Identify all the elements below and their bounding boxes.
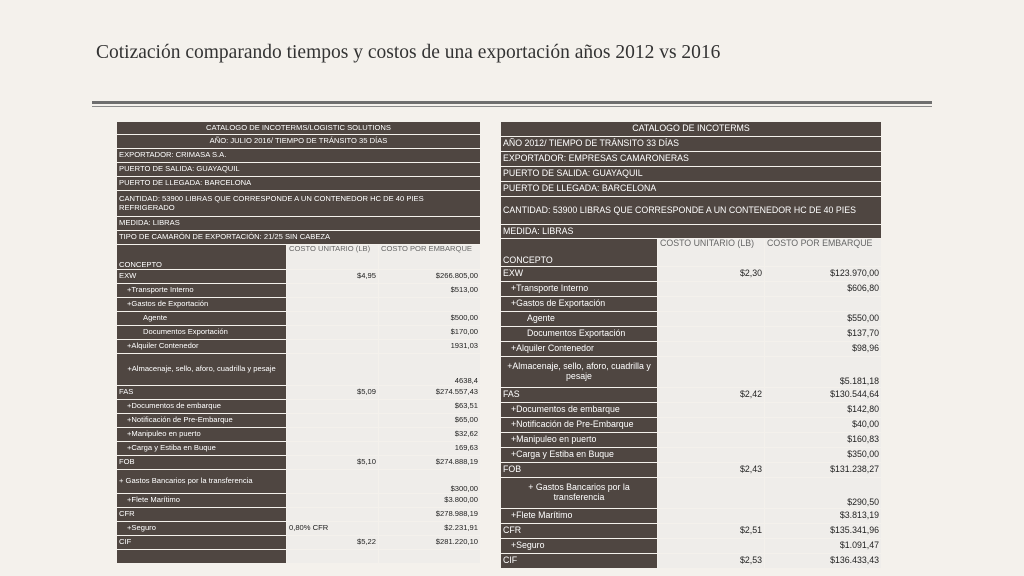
total-cell: $98,96	[765, 342, 882, 357]
unit-cell: $5,22	[287, 536, 379, 550]
concept-cell: +Gastos de Exportación	[117, 298, 287, 312]
total-cell: $160,83	[765, 433, 882, 448]
concept-cell: +Almacenaje, sello, aforo, cuadrilla y pesaje	[117, 354, 287, 386]
page-title: Cotización comparando tiempos y costos de una exportación años 2012 vs 2016	[96, 42, 721, 63]
col-concept: CONCEPTO	[117, 245, 287, 270]
unit-cell: $5,10	[287, 456, 379, 470]
table-row	[501, 312, 882, 327]
col-shipment-cost: COSTO POR EMBARQUE	[379, 245, 481, 270]
total-cell: $135.341,96	[765, 524, 882, 539]
concept-cell: +Seguro	[117, 522, 287, 536]
total-cell: $170,00	[379, 326, 481, 340]
concept-cell: +Documentos de embarque	[501, 403, 658, 418]
table-row	[117, 456, 481, 470]
unit-cell: $2,53	[658, 554, 765, 569]
concept-cell: FAS	[501, 388, 658, 403]
year-row: AÑO 2012/ TIEMPO DE TRÁNSITO 33 DÍAS	[501, 137, 882, 152]
unit-cell	[658, 342, 765, 357]
concept-cell: +Flete Marítimo	[117, 494, 287, 508]
unit-cell	[287, 428, 379, 442]
total-cell: $274.888,19	[379, 456, 481, 470]
exporter-row: EXPORTADOR: CRIMASA S.A.	[117, 149, 481, 163]
total-cell: $350,00	[765, 448, 882, 463]
concept-cell: + Gastos Bancarios por la transferencia	[117, 470, 287, 494]
unit-cell	[287, 284, 379, 298]
total-cell: $63,51	[379, 400, 481, 414]
table-row	[501, 327, 882, 342]
table-row	[501, 448, 882, 463]
concept-cell: FOB	[501, 463, 658, 478]
unit-cell	[287, 470, 379, 494]
unit-cell	[287, 340, 379, 354]
total-cell: $131.238,27	[765, 463, 882, 478]
unit-cell	[658, 282, 765, 297]
table-row	[117, 428, 481, 442]
concept-cell: Documentos Exportación	[117, 326, 287, 340]
col-unit-cost: COSTO UNITARIO (LB)	[287, 245, 379, 270]
table-row	[501, 554, 882, 569]
table-row	[501, 478, 882, 509]
total-cell: $123.970,00	[765, 267, 882, 282]
unit-cell: $5,09	[287, 386, 379, 400]
unit-cell: $2,42	[658, 388, 765, 403]
concept-cell: +Carga y Estiba en Buque	[117, 442, 287, 456]
quantity-row: CANTIDAD: 53900 LIBRAS QUE CORRESPONDE A UN CONTENEDOR HC DE 40 PIES REFRIGERADO	[117, 191, 481, 217]
table-row	[117, 312, 481, 326]
concept-cell: +Alquiler Contenedor	[501, 342, 658, 357]
header-row	[501, 239, 882, 267]
col-concept: CONCEPTO	[501, 239, 658, 267]
concept-cell: +Seguro	[501, 539, 658, 554]
total-cell: $40,00	[765, 418, 882, 433]
total-cell: $1.091,47	[765, 539, 882, 554]
table-row	[501, 418, 882, 433]
table-row	[501, 524, 882, 539]
total-cell: $300,00	[379, 470, 481, 494]
unit-cell	[658, 509, 765, 524]
concept-cell: +Transporte Interno	[117, 284, 287, 298]
concept-cell: CIF	[117, 536, 287, 550]
col-shipment-cost: COSTO POR EMBARQUE	[765, 239, 882, 267]
table-row	[501, 357, 882, 388]
unit-cell	[287, 442, 379, 456]
quote-table-2012	[500, 121, 882, 569]
table-row	[501, 267, 882, 282]
unit-cell	[658, 433, 765, 448]
concept-cell: FOB	[117, 456, 287, 470]
table-row	[117, 400, 481, 414]
concept-cell: +Manipuleo en puerto	[501, 433, 658, 448]
concept-cell: Documentos Exportación	[501, 327, 658, 342]
departure-port-row: PUERTO DE SALIDA: GUAYAQUIL	[117, 163, 481, 177]
unit-cell	[287, 494, 379, 508]
concept-cell: +Transporte Interno	[501, 282, 658, 297]
concept-cell: +Documentos de embarque	[117, 400, 287, 414]
total-cell: $274.557,43	[379, 386, 481, 400]
total-cell: $2.231,91	[379, 522, 481, 536]
concept-cell: +Notificación de Pre-Embarque	[501, 418, 658, 433]
unit-cell	[287, 414, 379, 428]
concept-cell: Agente	[117, 312, 287, 326]
total-cell: $278.988,19	[379, 508, 481, 522]
table-row	[117, 536, 481, 550]
measure-row: MEDIDA: LIBRAS	[501, 225, 882, 239]
unit-cell: $4,95	[287, 270, 379, 284]
table-row	[501, 433, 882, 448]
total-cell: $65,00	[379, 414, 481, 428]
title-divider	[92, 101, 932, 104]
unit-cell: 0,80% CFR	[287, 522, 379, 536]
table-row	[501, 388, 882, 403]
quote-table-2016	[116, 121, 481, 564]
table-row	[501, 282, 882, 297]
total-cell: $281.220,10	[379, 536, 481, 550]
concept-cell: +Flete Marítimo	[501, 509, 658, 524]
concept-cell: EXW	[501, 267, 658, 282]
unit-cell	[658, 418, 765, 433]
table-row	[117, 298, 481, 312]
table-row	[117, 284, 481, 298]
table-row	[117, 522, 481, 536]
departure-port-row: PUERTO DE SALIDA: GUAYAQUIL	[501, 167, 882, 182]
unit-cell	[658, 539, 765, 554]
table-row	[501, 297, 882, 312]
concept-cell: EXW	[117, 270, 287, 284]
shrimp-type-row: TIPO DE CAMARÓN DE EXPORTACIÓN: 21/25 SIN CABEZA	[117, 231, 481, 245]
total-cell: $130.544,64	[765, 388, 882, 403]
table-row	[117, 340, 481, 354]
table-row	[117, 414, 481, 428]
unit-cell	[287, 508, 379, 522]
table-row	[501, 509, 882, 524]
col-unit-cost: COSTO UNITARIO (LB)	[658, 239, 765, 267]
unit-cell	[658, 327, 765, 342]
unit-cell	[287, 400, 379, 414]
table-row	[501, 342, 882, 357]
total-cell: $137,70	[765, 327, 882, 342]
concept-cell: Agente	[501, 312, 658, 327]
concept-cell: +Carga y Estiba en Buque	[501, 448, 658, 463]
total-cell	[765, 297, 882, 312]
table-row	[117, 442, 481, 456]
total-cell: $550,00	[765, 312, 882, 327]
unit-cell: $2,43	[658, 463, 765, 478]
total-cell: 169,63	[379, 442, 481, 456]
unit-cell	[658, 297, 765, 312]
table-row	[117, 494, 481, 508]
concept-cell: +Gastos de Exportación	[501, 297, 658, 312]
arrival-port-row: PUERTO DE LLEGADA: BARCELONA	[117, 177, 481, 191]
total-cell: $290,50	[765, 478, 882, 509]
measure-row: MEDIDA: LIBRAS	[117, 217, 481, 231]
title-divider-thin	[92, 106, 932, 107]
unit-cell	[287, 354, 379, 386]
header-row	[117, 245, 481, 270]
concept-cell: CIF	[501, 554, 658, 569]
table-row	[117, 386, 481, 400]
total-cell: $142,80	[765, 403, 882, 418]
unit-cell	[287, 312, 379, 326]
unit-cell	[658, 478, 765, 509]
concept-cell: +Alquiler Contenedor	[117, 340, 287, 354]
empty-row	[117, 550, 481, 564]
concept-cell: +Manipuleo en puerto	[117, 428, 287, 442]
total-cell: $513,00	[379, 284, 481, 298]
concept-cell: CFR	[117, 508, 287, 522]
concept-cell: +Notificación de Pre-Embarque	[117, 414, 287, 428]
table-row	[117, 326, 481, 340]
table-row	[501, 463, 882, 478]
arrival-port-row: PUERTO DE LLEGADA: BARCELONA	[501, 182, 882, 197]
total-cell: $32,62	[379, 428, 481, 442]
table-row	[117, 270, 481, 284]
table-row	[117, 470, 481, 494]
unit-cell	[287, 298, 379, 312]
table-row	[117, 508, 481, 522]
total-cell: $3.813,19	[765, 509, 882, 524]
total-cell: $266.805,00	[379, 270, 481, 284]
total-cell: $5.181,18	[765, 357, 882, 388]
total-cell: $136.433,43	[765, 554, 882, 569]
unit-cell: $2,30	[658, 267, 765, 282]
unit-cell	[658, 357, 765, 388]
catalog-title: CATALOGO DE INCOTERMS	[501, 122, 882, 137]
concept-cell: +Almacenaje, sello, aforo, cuadrilla y pesaje	[501, 357, 658, 388]
concept-cell: CFR	[501, 524, 658, 539]
table-row	[117, 354, 481, 386]
table-row	[501, 539, 882, 554]
total-cell: 1931,03	[379, 340, 481, 354]
total-cell: $3.800,00	[379, 494, 481, 508]
unit-cell	[658, 448, 765, 463]
catalog-title: CATALOGO DE INCOTERMS/LOGISTIC SOLUTIONS	[117, 122, 481, 135]
unit-cell	[287, 326, 379, 340]
total-cell: $606,80	[765, 282, 882, 297]
table-row	[501, 403, 882, 418]
unit-cell: $2,51	[658, 524, 765, 539]
total-cell	[379, 298, 481, 312]
unit-cell	[658, 403, 765, 418]
total-cell: 4638,4	[379, 354, 481, 386]
concept-cell: FAS	[117, 386, 287, 400]
exporter-row: EXPORTADOR: EMPRESAS CAMARONERAS	[501, 152, 882, 167]
year-row: AÑO: JULIO 2016/ TIEMPO DE TRÁNSITO 35 DÍAS	[117, 135, 481, 149]
unit-cell	[658, 312, 765, 327]
quantity-row: CANTIDAD: 53900 LIBRAS QUE CORRESPONDE A UN CONTENEDOR HC DE 40 PIES	[501, 197, 882, 225]
total-cell: $500,00	[379, 312, 481, 326]
concept-cell: + Gastos Bancarios por la transferencia	[501, 478, 658, 509]
